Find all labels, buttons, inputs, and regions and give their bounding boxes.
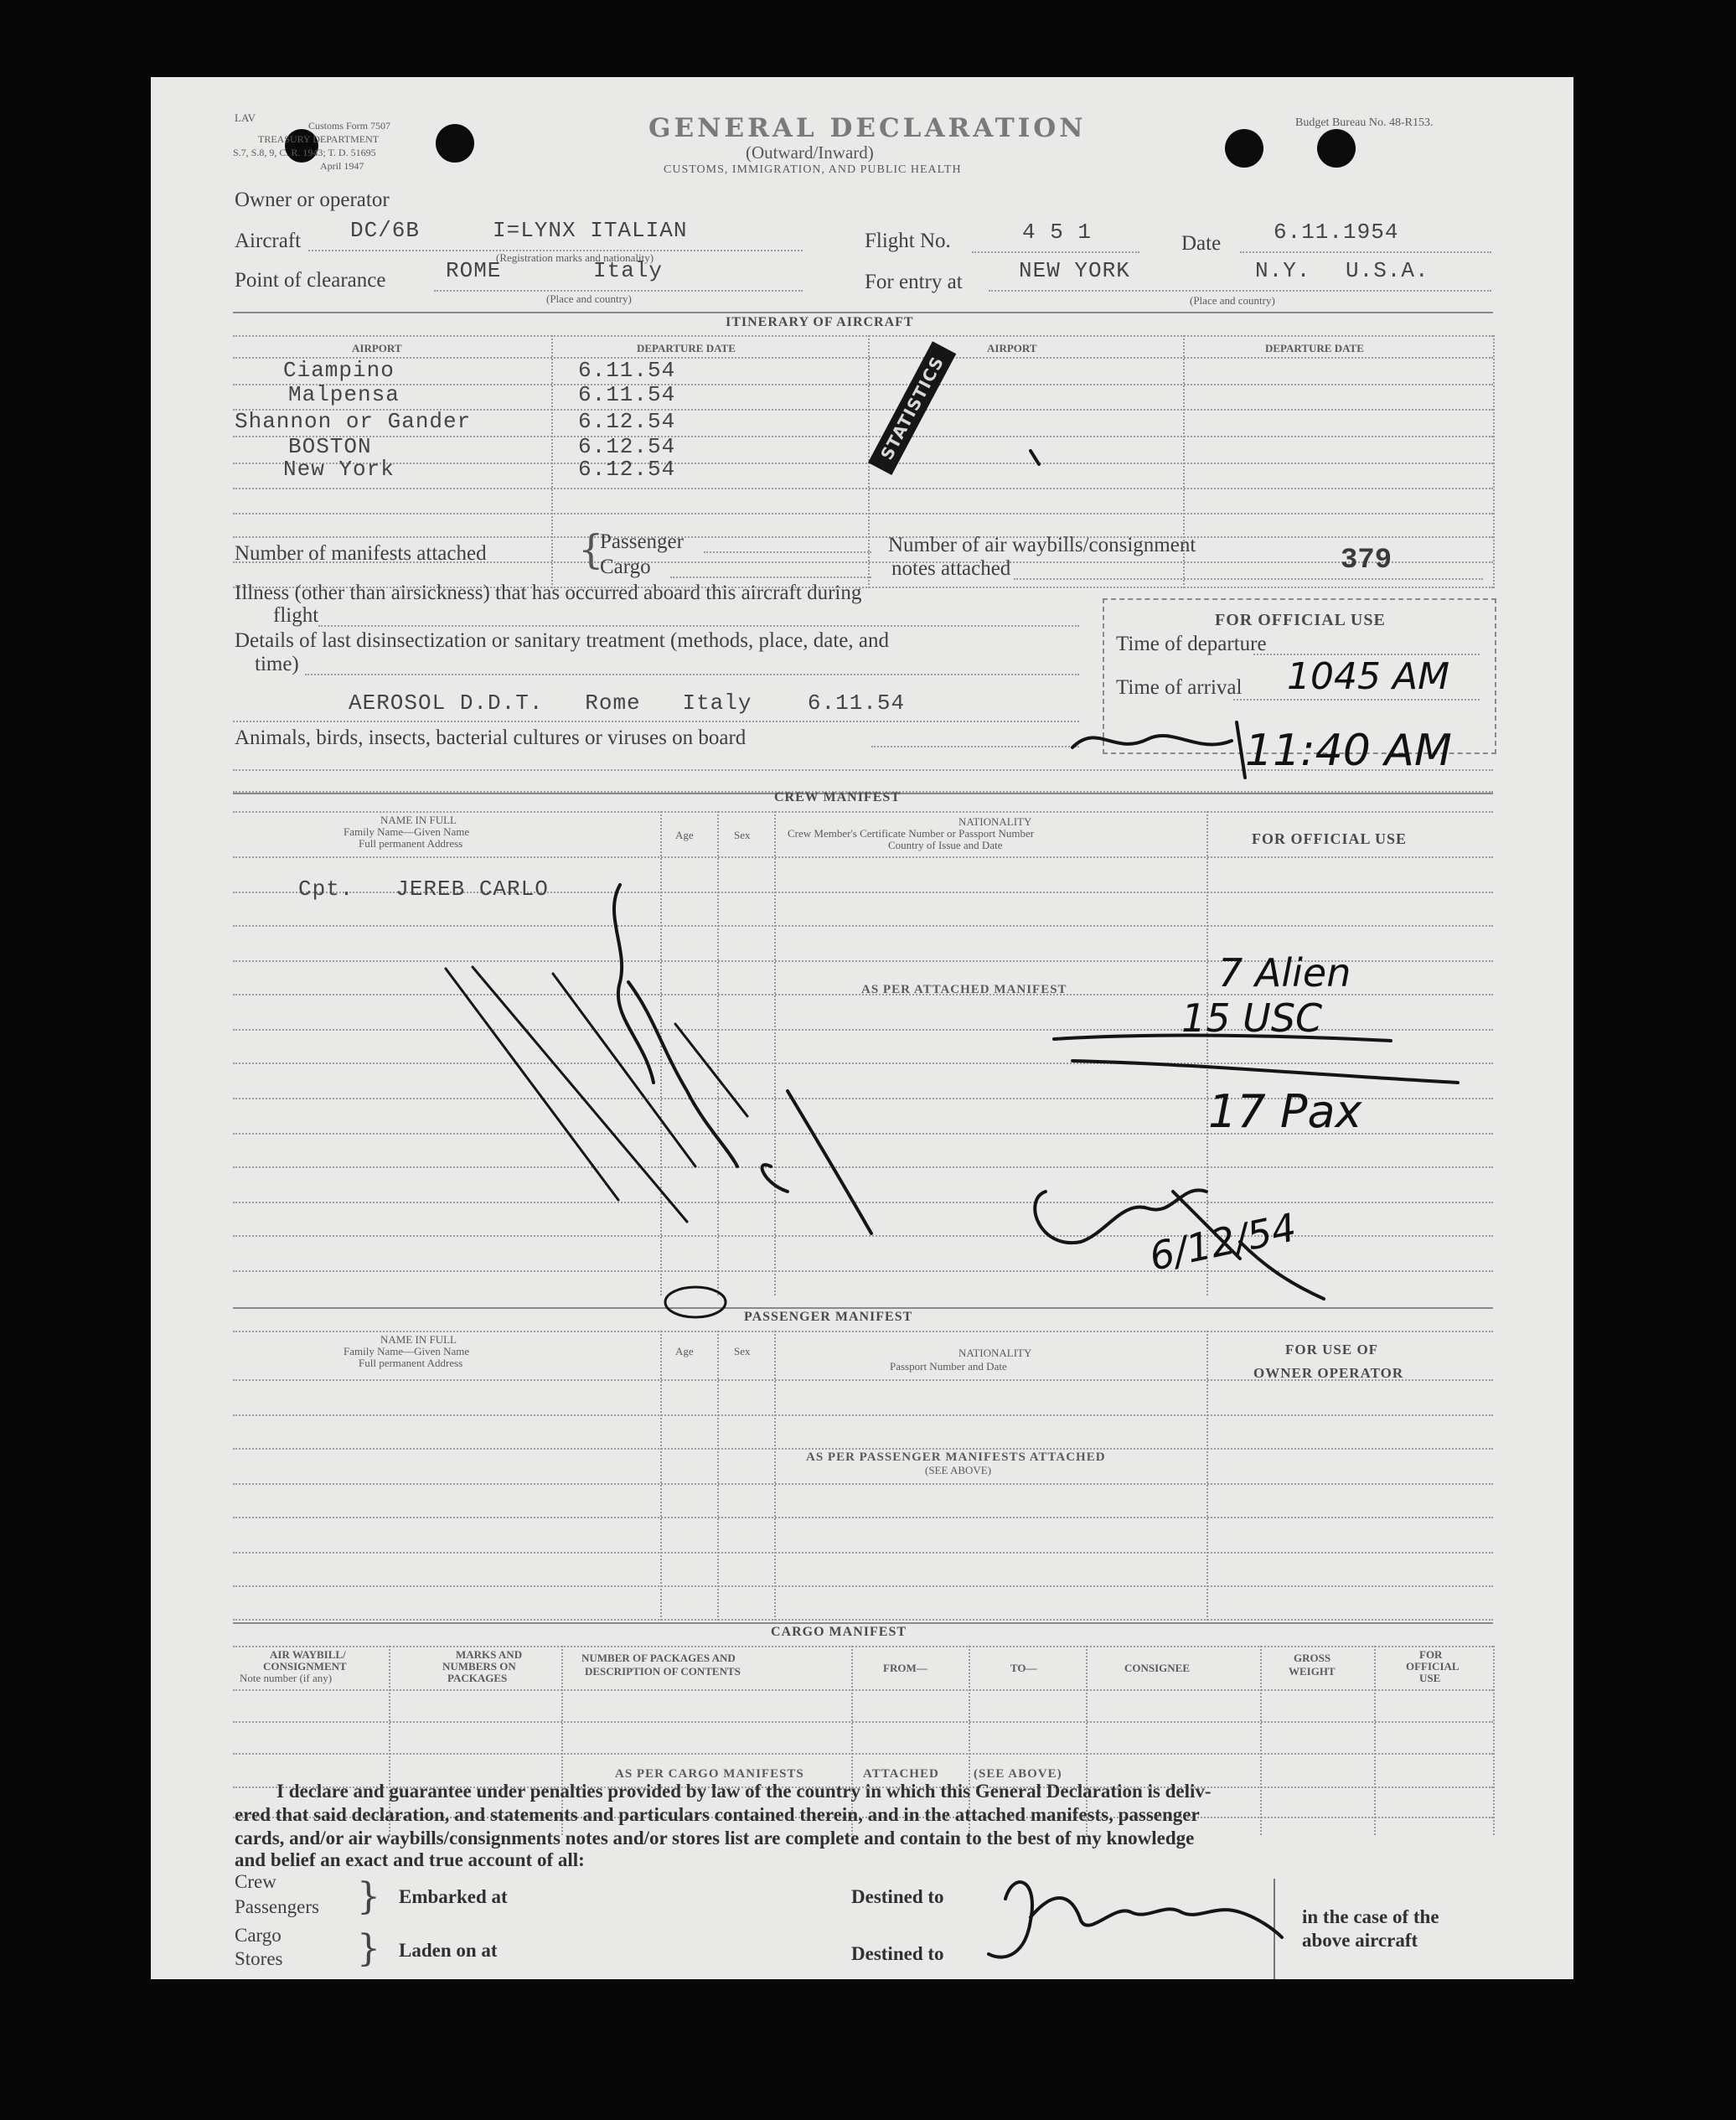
flight-number: 4 5 1 (1022, 220, 1093, 245)
pax-col-owner-2: OWNER OPERATOR (1253, 1365, 1404, 1381)
destined-label-1: Destined to (851, 1886, 944, 1907)
disinsect-label-1: Details of last disinsectization or sanitary treatment (methods, place, date, and (235, 629, 889, 652)
crew-col-sex: Sex (734, 829, 751, 841)
itinerary-date-4: 6.12.54 (578, 434, 676, 459)
arrival-time-handwritten: 1045 AM (1287, 655, 1450, 698)
flight-label: Flight No. (865, 230, 951, 252)
pax-col-nat-2: Passport Number and Date (890, 1360, 1007, 1373)
illness-label-2: flight (273, 604, 319, 627)
registration-caption: (Registration marks and nationality) (496, 251, 654, 264)
hw-aliens: 7 Alien (1218, 950, 1351, 995)
itinerary-date-1: 6.11.54 (578, 358, 676, 383)
declaration-line-2: ered that said declaration, and statements and particulars contained therein, and in the attached manifests, passenger (235, 1804, 1200, 1825)
declaration-page (151, 77, 1573, 1979)
itinerary-airport-2: Malpensa (288, 382, 400, 407)
cargo-col-2a: MARKS AND (456, 1648, 523, 1661)
illness-label-1: Illness (other than airsickness) that has occurred aboard this aircraft during (235, 582, 862, 604)
crew-col-age: Age (675, 829, 694, 841)
crew-note: AS PER ATTACHED MANIFEST (861, 983, 1067, 996)
cargo-col-7b: WEIGHT (1289, 1665, 1336, 1678)
cargo-col-7a: GROSS (1294, 1652, 1331, 1664)
clearance-label: Point of clearance (235, 269, 386, 292)
cargo-note-3: (SEE ABOVE) (974, 1767, 1062, 1781)
cargo-col-1c: Note number (if any) (240, 1672, 333, 1684)
declaration-line-3: cards, and/or air waybills/consignments notes and/or stores list are complete and contain to the best of my knowledge (235, 1828, 1195, 1849)
agencies: CUSTOMS, IMMIGRATION, AND PUBLIC HEALTH (664, 163, 962, 176)
pax-col-sex: Sex (734, 1345, 751, 1357)
cargo-col-2c: PACKAGES (447, 1672, 508, 1684)
cargo-brace: } (357, 1927, 380, 1970)
cargo-col-5: TO— (1010, 1662, 1037, 1674)
embarked-label: Embarked at (399, 1886, 508, 1907)
itinerary-date-3: 6.12.54 (578, 409, 676, 434)
cargo-note-1: AS PER CARGO MANIFESTS (615, 1767, 804, 1781)
statistics-stamp: STATISTICS (868, 341, 956, 475)
itinerary-airport-1: Ciampino (283, 358, 395, 383)
itinerary-airport-5: New York (283, 457, 395, 482)
cargo-col-1a: AIR WAYBILL/ (270, 1648, 346, 1661)
pax-col-owner-1: FOR USE OF (1285, 1342, 1379, 1357)
declaration-line-4: and belief an exact and true account of all: (235, 1849, 585, 1870)
itinerary-col-airport-2: AIRPORT (987, 342, 1037, 354)
waybills-label-1: Number of air waybills/consignment (888, 534, 1196, 556)
crew-manifest-title: CREW MANIFEST (774, 790, 901, 804)
cargo-manifest-title: CARGO MANIFEST (771, 1625, 907, 1639)
itinerary-airport-3: Shannon or Gander (235, 409, 472, 434)
crew-col-name-1: NAME IN FULL (380, 814, 457, 826)
form-lav: LAV (235, 111, 256, 124)
aircraft-type: DC/6B (350, 218, 421, 243)
pax-col-age: Age (675, 1345, 694, 1357)
crew-col-nat-2: Crew Member's Certificate Number or Passport Number (788, 827, 1035, 840)
laden-label: Laden on at (399, 1940, 498, 1961)
owner-label: Owner or operator (235, 189, 390, 211)
crew-col-nat-1: NATIONALITY (958, 815, 1032, 828)
itinerary-col-departure-2: DEPARTURE DATE (1265, 342, 1364, 354)
cargo-col-8a: FOR (1419, 1648, 1443, 1661)
entry-label: For entry at (865, 271, 963, 293)
case-label-1: in the case of the (1302, 1906, 1439, 1927)
date-label: Date (1181, 232, 1222, 255)
crew-col-name-3: Full permanent Address (359, 837, 463, 850)
itinerary-col-airport-1: AIRPORT (352, 342, 402, 354)
passenger-manifest-title: PASSENGER MANIFEST (744, 1310, 913, 1324)
cargo-col-3b: DESCRIPTION OF CONTENTS (585, 1665, 741, 1678)
handwritten-clearance-time: 11:40 AM (1245, 726, 1452, 776)
time-arrival-label: Time of arrival (1116, 676, 1243, 699)
waybills-count: 379 (1341, 545, 1392, 577)
passengers-label: Passengers (235, 1896, 319, 1917)
waybills-label-2: notes attached (891, 557, 1011, 580)
aircraft-registration: I=LYNX ITALIAN (493, 218, 688, 243)
form-id-2: TREASURY DEPARTMENT (258, 133, 380, 145)
cargo-col-8c: USE (1419, 1672, 1441, 1684)
disinsect-label-2: time) (255, 653, 299, 675)
passenger-label: Passenger (600, 530, 684, 553)
page-subtitle: (Outward/Inward) (746, 142, 874, 163)
hw-date: 6/12/54 (1145, 1204, 1300, 1280)
cargo-note-2: ATTACHED (863, 1767, 939, 1781)
treatment-details: AEROSOL D.D.T. Rome Italy 6.11.54 (349, 690, 906, 716)
entry-caption: (Place and country) (1190, 294, 1275, 307)
clearance-city: ROME (446, 258, 502, 283)
budget-bureau: Budget Bureau No. 48-R153. (1295, 116, 1434, 129)
cargo-col-3a: NUMBER OF PACKAGES AND (581, 1652, 736, 1664)
time-departure-label: Time of departure (1116, 633, 1267, 655)
entry-country: U.S.A. (1346, 258, 1429, 283)
aircraft-label: Aircraft (235, 230, 302, 252)
animals-label: Animals, birds, insects, bacterial cultures or viruses on board (235, 726, 747, 749)
pax-col-name-2: Family Name—Given Name (344, 1345, 470, 1357)
destined-label-2: Destined to (851, 1943, 944, 1964)
cargo-label: Cargo (600, 556, 651, 578)
pax-col-name-1: NAME IN FULL (380, 1333, 457, 1346)
form-id-3: S.7, S.8, 9, C. R. 1943; T. D. 51695 (233, 147, 376, 158)
handwritten-marks (151, 77, 1573, 1979)
entry-state: N.Y. (1255, 258, 1311, 283)
cargo-col-1b: CONSIGNMENT (263, 1660, 347, 1673)
pax-col-nat-1: NATIONALITY (958, 1347, 1032, 1359)
crew-captain: Cpt. JEREB CARLO (298, 876, 549, 902)
clearance-country: Italy (593, 258, 664, 283)
hw-usc: 15 USC (1181, 995, 1323, 1041)
cargo-col-2b: NUMBERS ON (442, 1660, 516, 1673)
pax-col-name-3: Full permanent Address (359, 1357, 463, 1369)
official-use-title: FOR OFFICIAL USE (1215, 611, 1386, 629)
manifests-label: Number of manifests attached (235, 542, 487, 565)
manifest-brace: { (578, 526, 604, 573)
crew-col-name-2: Family Name—Given Name (344, 825, 470, 838)
case-label-2: above aircraft (1302, 1930, 1418, 1951)
declaration-date: 6.11.1954 (1274, 220, 1399, 245)
place-caption: (Place and country) (546, 292, 632, 305)
cargo-col-4: FROM— (883, 1662, 927, 1674)
cargo-col-8b: OFFICIAL (1406, 1660, 1460, 1673)
itinerary-title: ITINERARY OF AIRCRAFT (726, 315, 914, 329)
itinerary-date-5: 6.12.54 (578, 457, 676, 482)
stores-label: Stores (235, 1948, 283, 1969)
itinerary-airport-4: BOSTON (288, 434, 372, 459)
form-id-1: Customs Form 7507 (308, 120, 391, 132)
cargo-decl-label: Cargo (235, 1925, 282, 1946)
itinerary-date-2: 6.11.54 (578, 382, 676, 407)
entry-city: NEW YORK (1019, 258, 1130, 283)
cargo-col-6: CONSIGNEE (1124, 1662, 1191, 1674)
pax-note-1: AS PER PASSENGER MANIFESTS ATTACHED (806, 1450, 1106, 1464)
crew-label: Crew (235, 1871, 276, 1892)
itinerary-col-departure-1: DEPARTURE DATE (637, 342, 736, 354)
hw-pax: 17 Pax (1208, 1085, 1362, 1138)
page-title: GENERAL DECLARATION (648, 113, 1087, 143)
declaration-line-1: I declare and guarantee under penalties provided by law of the country in which this General Declaration is deliv- (276, 1781, 1212, 1802)
crew-brace: } (357, 1875, 380, 1918)
pax-note-2: (SEE ABOVE) (925, 1464, 992, 1476)
form-date: April 1947 (320, 160, 364, 172)
crew-col-nat-3: Country of Issue and Date (888, 839, 1003, 851)
crew-col-official: FOR OFFICIAL USE (1252, 830, 1408, 847)
